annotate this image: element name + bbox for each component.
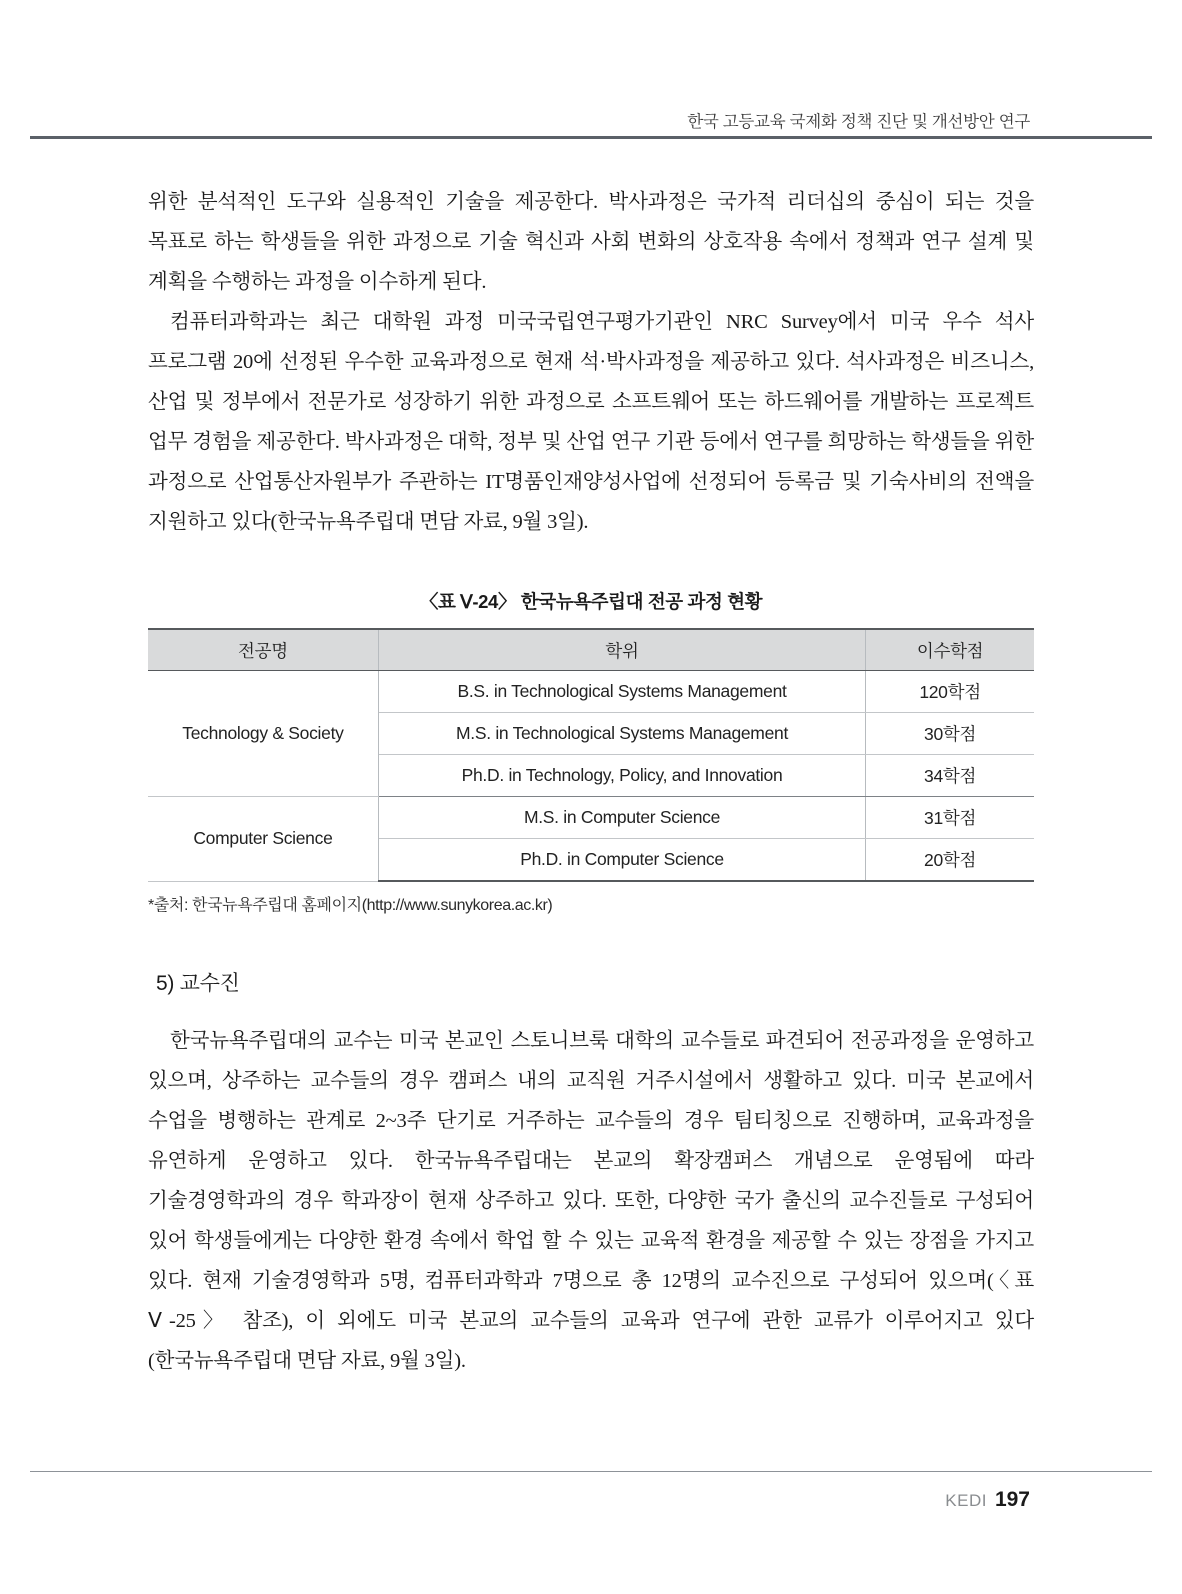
cell-credits: 120학점 (866, 671, 1034, 713)
footer-org: KEDI (945, 1491, 987, 1510)
cell-degree: B.S. in Technological Systems Management (378, 671, 865, 713)
column-header-credits: 이수학점 (866, 629, 1034, 671)
cell-credits: 34학점 (866, 755, 1034, 797)
column-header-major: 전공명 (148, 629, 378, 671)
header-rule-thick (30, 136, 1152, 139)
table-source-note: *출처: 한국뉴욕주립대 홈페이지(http://www.sunykorea.ac.kr) (148, 897, 553, 914)
table-row (148, 797, 1034, 839)
table-header-row (148, 629, 1034, 671)
paragraph-continued: 위한 분석적인 도구와 실용적인 기술을 제공한다. 박사과정은 국가적 리더십의 중심이 되는 것을 목표로 하는 학생들을 위한 과정으로 기술 혁신과 사회 변화의 상호작용 속에서 정책과 연구 설계 및 계획을 수행하는 과정을 이수하게 된다. (148, 191, 1034, 293)
footer-rule (30, 1471, 1152, 1472)
page-number: 197 (994, 1488, 1030, 1511)
table-row (148, 671, 1034, 713)
cell-degree: M.S. in Computer Science (378, 797, 865, 839)
cell-major: Computer Science (148, 797, 378, 882)
page-header (0, 108, 1182, 142)
running-title: 한국 고등교육 국제화 정책 진단 및 개선방안 연구 (687, 113, 1030, 131)
cell-degree: M.S. in Technological Systems Management (378, 713, 865, 755)
page-footer (945, 1488, 1030, 1512)
column-header-degree: 학위 (378, 629, 865, 671)
major-programs-table (148, 628, 1034, 882)
paragraph-computer-science: 컴퓨터과학과는 최근 대학원 과정 미국국립연구평가기관인 NRC Survey에서 미국 우수 석사 프로그램 20에 선정된 우수한 교육과정으로 현재 석·박사과정을 제공하고 있다. 석사과정은 비즈니스, 산업 및 정부에서 전문가로 성장하기 위한 과정으로 소프트웨어 또는 하드웨어를 개발하는 프로젝트 업무 경험을 제공한다. 박사과정은 대학, 정부 및 산업 연구 기관 등에서 연구를 희망하는 학생들을 위한 과정으로 산업통산자원부가 주관하는 IT명품인재양성사업에 선정되어 등록금 및 기숙사비의 전액을 지원하고 있다(한국뉴욕주립대 면담 자료, 9월 3일). (148, 311, 1034, 533)
cell-credits: 20학점 (866, 839, 1034, 882)
cell-credits: 31학점 (866, 797, 1034, 839)
paragraph-faculty: 한국뉴욕주립대의 교수는 미국 본교인 스토니브룩 대학의 교수들로 파견되어 전공과정을 운영하고 있으며, 상주하는 교수들의 경우 캠퍼스 내의 교직원 거주시설에서 생활하고 있다. 미국 본교에서 수업을 병행하는 관계로 2~3주 단기로 거주하는 교수들의 경우 팀티칭으로 진행하며, 교육과정을 유연하게 운영하고 있다. 한국뉴욕주립대는 본교의 확장캠퍼스 개념으로 운영됨에 따라 기술경영학과의 경우 학과장이 현재 상주하고 있다. 또한, 다양한 국가 출신의 교수진들로 구성되어 있어 학생들에게는 다양한 환경 속에서 학업 할 수 있는 교육적 환경을 제공할 수 있는 장점을 가지고 있다. 현재 기술경영학과 5명, 컴퓨터과학과 7명으로 총 12명의 교수진으로 구성되어 있으며(〈표 Ⅴ-25〉 참조), 이 외에도 미국 본교의 교수들의 교육과 연구에 관한 교류가 이루어지고 있다(한국뉴욕주립대 면담 자료, 9월 3일). (148, 1030, 1035, 1372)
cell-credits: 30학점 (866, 713, 1034, 755)
section-heading-faculty: 5) 교수진 (156, 972, 240, 995)
table-caption: 〈표 Ⅴ-24〉 한국뉴욕주립대 전공 과정 현황 (419, 591, 763, 612)
cell-degree: Ph.D. in Technology, Policy, and Innovation (378, 755, 865, 797)
cell-major: Technology & Society (148, 671, 378, 797)
page-content (148, 182, 1034, 1381)
cell-degree: Ph.D. in Computer Science (378, 839, 865, 882)
